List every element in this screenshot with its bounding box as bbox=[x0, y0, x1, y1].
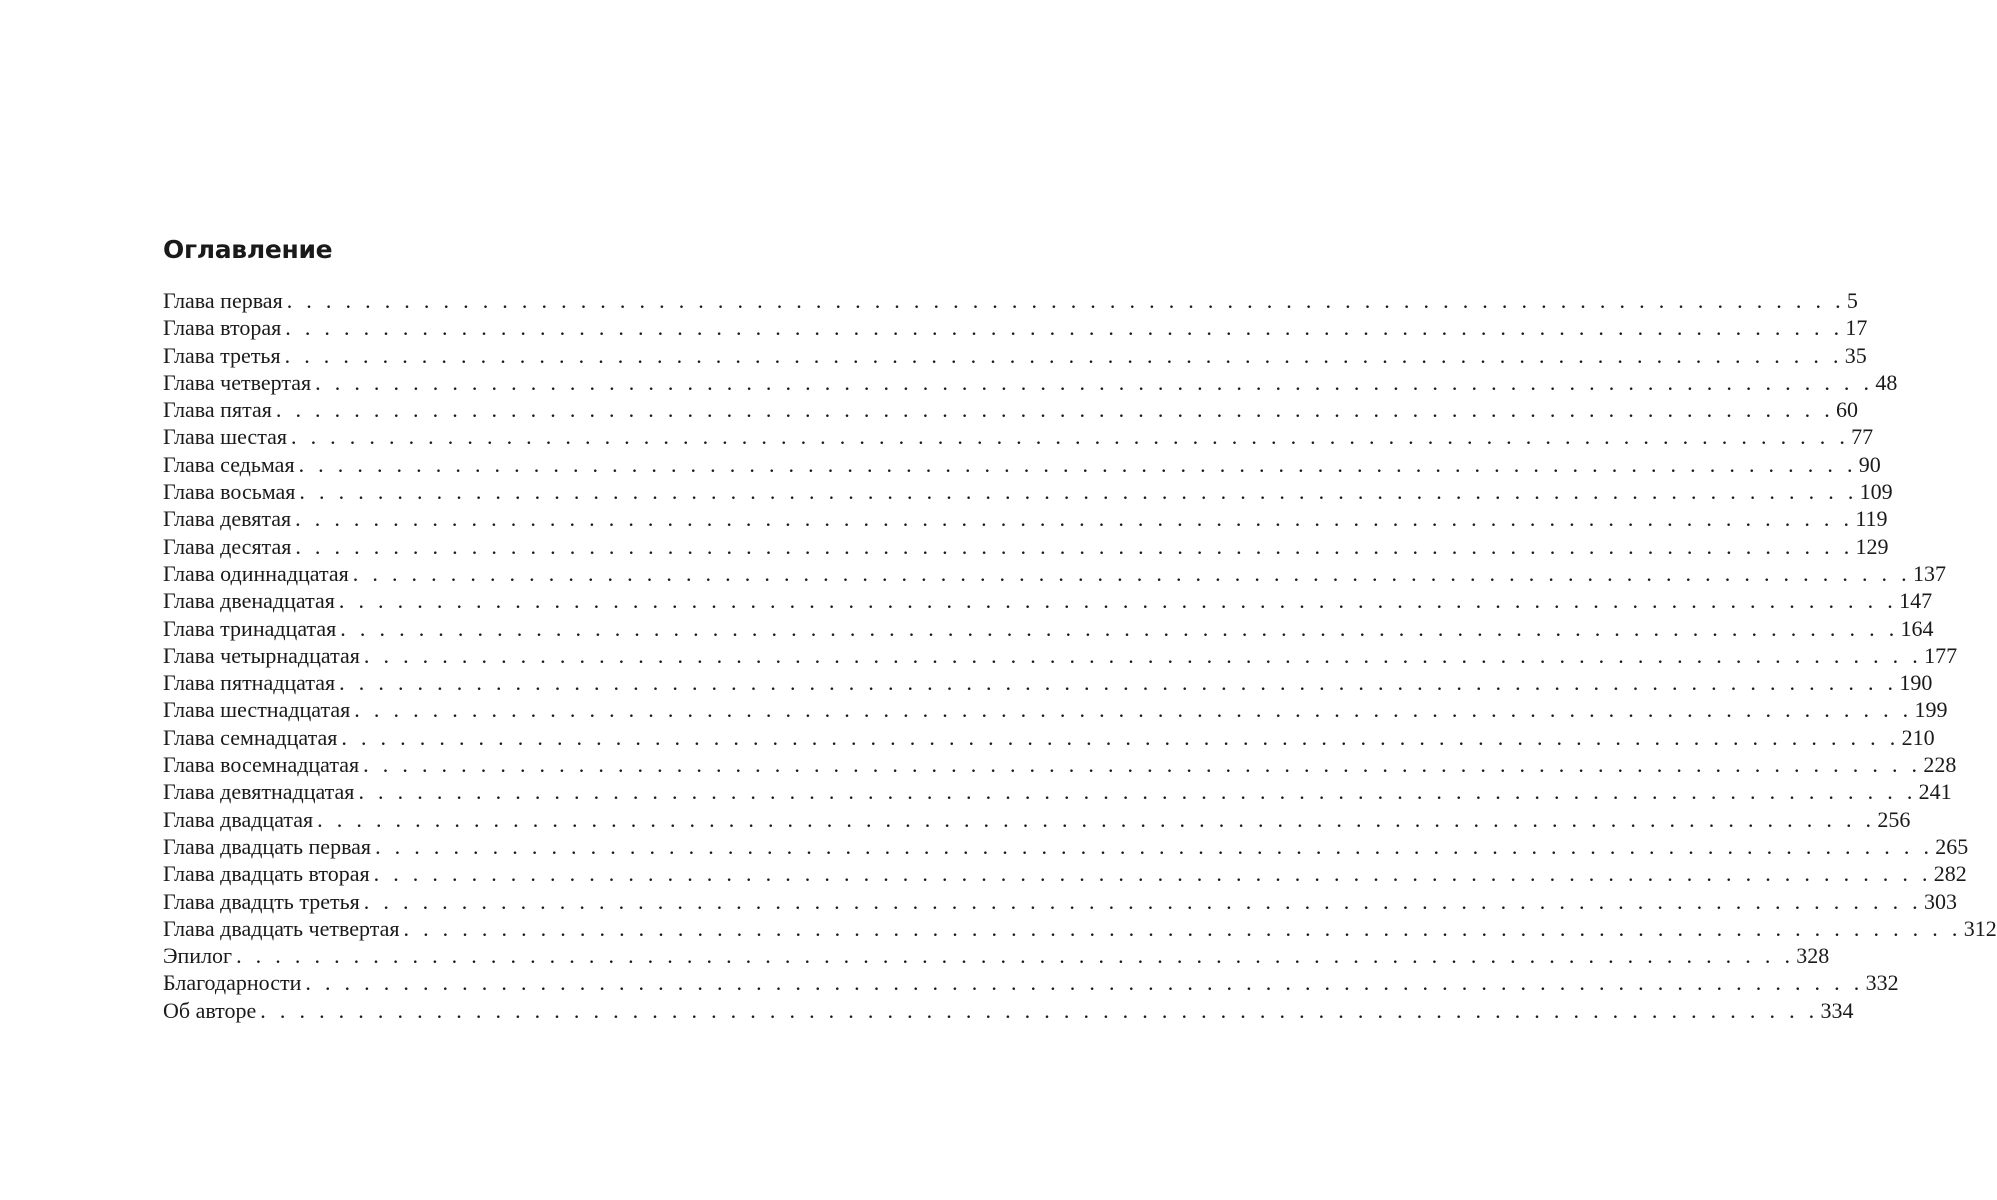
toc-entry-label: Глава вторая bbox=[163, 315, 282, 341]
toc-entry bbox=[163, 669, 1933, 696]
dot-leader: . . . . . . . . . . . . . . . . . . . . . . . . . . . . . . . . . . . . . . . . . . . . . . . . . . . . . . . . . . . . . . . . . . . . . . . . . . . . . . . . bbox=[299, 479, 1858, 505]
dot-leader: . . . . . . . . . . . . . . . . . . . . . . . . . . . . . . . . . . . . . . . . . . . . . . . . . . . . . . . . . . . . . . . . . . . . . . . . . . . . . . . . bbox=[339, 670, 1898, 696]
toc-entry bbox=[163, 806, 1911, 833]
dot-leader: . . . . . . . . . . . . . . . . . . . . . . . . . . . . . . . . . . . . . . . . . . . . . . . . . . . . . . . . . . . . . . . . . . . . . . . . . . . . . . . . bbox=[363, 752, 1922, 778]
toc-entry-page: 5 bbox=[1846, 288, 1858, 313]
toc-entry bbox=[163, 396, 1859, 423]
dot-leader: . . . . . . . . . . . . . . . . . . . . . . . . . . . . . . . . . . . . . . . . . . . . . . . . . . . . . . . . . . . . . . . . . . . . . . . . . . . . . . . . bbox=[236, 943, 1795, 969]
toc-entry bbox=[163, 833, 1969, 860]
dot-leader: . . . . . . . . . . . . . . . . . . . . . . . . . . . . . . . . . . . . . . . . . . . . . . . . . . . . . . . . . . . . . . . . . . . . . . . . . . . . . . . . bbox=[275, 397, 1835, 423]
toc-entry-label: Глава первая bbox=[163, 288, 283, 313]
toc-entry-page: 241 bbox=[1918, 779, 1952, 805]
toc-entry bbox=[163, 642, 1958, 669]
toc-entry-page: 119 bbox=[1855, 506, 1888, 532]
toc-entry-page: 147 bbox=[1899, 588, 1933, 614]
toc-entry bbox=[163, 478, 1893, 505]
toc-entry bbox=[163, 287, 1858, 314]
toc-entry bbox=[163, 423, 1874, 450]
toc-entry bbox=[163, 560, 1946, 587]
toc-entry bbox=[163, 587, 1933, 614]
toc-entry bbox=[163, 860, 1967, 887]
dot-leader: . . . . . . . . . . . . . . . . . . . . . . . . . . . . . . . . . . . . . . . . . . . . . . . . . . . . . . . . . . . . . . . . . . . . . . . . . . . . . . . . bbox=[295, 506, 1854, 532]
toc-entry bbox=[163, 915, 1997, 942]
toc-entry bbox=[163, 615, 1934, 642]
page-title: Оглавление bbox=[163, 235, 333, 264]
toc-entry-label: Глава шестнадцатая bbox=[163, 697, 351, 723]
toc-entry bbox=[163, 314, 1868, 341]
toc-entry-page: 48 bbox=[1875, 369, 1898, 395]
dot-leader: . . . . . . . . . . . . . . . . . . . . . . . . . . . . . . . . . . . . . . . . . . . . . . . . . . . . . . . . . . . . . . . . . . . . . . . . . . . . . . . . bbox=[340, 615, 1899, 641]
dot-leader: . . . . . . . . . . . . . . . . . . . . . . . . . . . . . . . . . . . . . . . . . . . . . . . . . . . . . . . . . . . . . . . . . . . . . . . . . . . . . . . . bbox=[315, 369, 1874, 395]
toc-entry bbox=[163, 888, 1957, 915]
toc-entry-label: Глава четвертая bbox=[163, 369, 312, 395]
toc-entry-page: 228 bbox=[1923, 752, 1957, 778]
toc-entry bbox=[163, 342, 1867, 369]
dot-leader: . . . . . . . . . . . . . . . . . . . . . . . . . . . . . . . . . . . . . . . . . . . . . . . . . . . . . . . . . . . . . . . . . . . . . . . . . . . . . . . . bbox=[260, 997, 1819, 1023]
dot-leader: . . . . . . . . . . . . . . . . . . . . . . . . . . . . . . . . . . . . . . . . . . . . . . . . . . . . . . . . . . . . . . . . . . . . . . . . . . . . . . . . bbox=[403, 915, 1962, 941]
toc-entry-label: Глава двадцать четвертая bbox=[163, 915, 400, 941]
dot-leader: . . . . . . . . . . . . . . . . . . . . . . . . . . . . . . . . . . . . . . . . . . . . . . . . . . . . . . . . . . . . . . . . . . . . . . . . . . . . . . . . bbox=[317, 806, 1876, 832]
toc-entry-page: 334 bbox=[1820, 997, 1854, 1023]
toc-entry-label: Глава семнадцатая bbox=[163, 724, 338, 750]
dot-leader: . . . . . . . . . . . . . . . . . . . . . . . . . . . . . . . . . . . . . . . . . . . . . . . . . . . . . . . . . . . . . . . . . . . . . . . . . . . . . . . . bbox=[373, 861, 1932, 887]
toc-entry-label: Глава двадцатая bbox=[163, 806, 314, 832]
table-of-contents bbox=[163, 232, 1997, 1024]
toc-entry-page: 90 bbox=[1858, 451, 1881, 477]
toc-entry-page: 332 bbox=[1865, 970, 1899, 996]
toc-entry bbox=[163, 997, 1854, 1024]
dot-leader: . . . . . . . . . . . . . . . . . . . . . . . . . . . . . . . . . . . . . . . . . . . . . . . . . . . . . . . . . . . . . . . . . . . . . . . . . . . . . . . . bbox=[341, 724, 1900, 750]
toc-entry-label: Глава двадцать первая bbox=[163, 833, 372, 859]
toc-entry bbox=[163, 942, 1830, 969]
dot-leader: . . . . . . . . . . . . . . . . . . . . . . . . . . . . . . . . . . . . . . . . . . . . . . . . . . . . . . . . . . . . . . . . . . . . . . . . . . . . . . . . bbox=[338, 588, 1898, 614]
toc-entry-page: 60 bbox=[1836, 397, 1859, 423]
toc-entry-page: 77 bbox=[1851, 424, 1874, 450]
toc-entry bbox=[163, 724, 1935, 751]
toc-entry-label: Глава одиннадцатая bbox=[163, 560, 349, 586]
toc-entry-label: Глава двенадцатая bbox=[163, 588, 335, 614]
toc-entry-label: Глава пятая bbox=[163, 397, 272, 423]
toc-entry-label: Глава шестая bbox=[163, 424, 287, 450]
toc-entry bbox=[163, 778, 1952, 805]
dot-leader: . . . . . . . . . . . . . . . . . . . . . . . . . . . . . . . . . . . . . . . . . . . . . . . . . . . . . . . . . . . . . . . . . . . . . . . . . . . . . . . . bbox=[363, 888, 1922, 914]
toc-entry-page: 328 bbox=[1796, 943, 1830, 969]
toc-entry-label: Глава двадцать вторая bbox=[163, 861, 370, 887]
toc-entry bbox=[163, 505, 1888, 532]
toc-entry bbox=[163, 751, 1957, 778]
toc-entry bbox=[163, 451, 1881, 478]
toc-entry-label: Глава восьмая bbox=[163, 479, 296, 505]
toc-entry-page: 312 bbox=[1963, 915, 1997, 941]
toc-entry-page: 256 bbox=[1877, 806, 1911, 832]
dot-leader: . . . . . . . . . . . . . . . . . . . . . . . . . . . . . . . . . . . . . . . . . . . . . . . . . . . . . . . . . . . . . . . . . . . . . . . . . . . . . . . . bbox=[290, 424, 1850, 450]
toc-entry-page: 164 bbox=[1900, 615, 1934, 641]
toc-entry-label: Глава девятая bbox=[163, 506, 292, 532]
toc-entry-page: 210 bbox=[1901, 724, 1935, 750]
toc-entry bbox=[163, 533, 1889, 560]
toc-entry-page: 35 bbox=[1844, 342, 1867, 368]
toc-entry-label: Глава девятнадцатая bbox=[163, 779, 355, 805]
toc-entry-page: 109 bbox=[1859, 479, 1893, 505]
toc-entry-label: Глава пятнадцатая bbox=[163, 670, 336, 696]
dot-leader: . . . . . . . . . . . . . . . . . . . . . . . . . . . . . . . . . . . . . . . . . . . . . . . . . . . . . . . . . . . . . . . . . . . . . . . . . . . . . . . . bbox=[298, 451, 1857, 477]
toc-entry-page: 129 bbox=[1855, 533, 1889, 559]
toc-entry-page: 199 bbox=[1914, 697, 1948, 723]
toc-entry-page: 137 bbox=[1912, 560, 1946, 586]
toc-entry-page: 303 bbox=[1923, 888, 1957, 914]
toc-entry-page: 190 bbox=[1899, 670, 1933, 696]
dot-leader: . . . . . . . . . . . . . . . . . . . . . . . . . . . . . . . . . . . . . . . . . . . . . . . . . . . . . . . . . . . . . . . . . . . . . . . . . . . . . . . . bbox=[305, 970, 1864, 996]
toc-entry-page: 177 bbox=[1924, 642, 1958, 668]
dot-leader: . . . . . . . . . . . . . . . . . . . . . . . . . . . . . . . . . . . . . . . . . . . . . . . . . . . . . . . . . . . . . . . . . . . . . . . . . . . . . . . . bbox=[358, 779, 1917, 805]
dot-leader: . . . . . . . . . . . . . . . . . . . . . . . . . . . . . . . . . . . . . . . . . . . . . . . . . . . . . . . . . . . . . . . . . . . . . . . . . . . . . . . . bbox=[363, 642, 1923, 668]
toc-entry-page: 17 bbox=[1845, 315, 1868, 341]
toc-entry-label: Эпилог bbox=[163, 943, 233, 969]
dot-leader: . . . . . . . . . . . . . . . . . . . . . . . . . . . . . . . . . . . . . . . . . . . . . . . . . . . . . . . . . . . . . . . . . . . . . . . . . . . . . . . . bbox=[285, 315, 1844, 341]
toc-entry-page: 282 bbox=[1933, 861, 1967, 887]
dot-leader: . . . . . . . . . . . . . . . . . . . . . . . . . . . . . . . . . . . . . . . . . . . . . . . . . . . . . . . . . . . . . . . . . . . . . . . . . . . . . . . . bbox=[354, 697, 1913, 723]
dot-leader: . . . . . . . . . . . . . . . . . . . . . . . . . . . . . . . . . . . . . . . . . . . . . . . . . . . . . . . . . . . . . . . . . . . . . . . . . . . . . . . . bbox=[295, 533, 1854, 559]
dot-leader: . . . . . . . . . . . . . . . . . . . . . . . . . . . . . . . . . . . . . . . . . . . . . . . . . . . . . . . . . . . . . . . . . . . . . . . . . . . . . . . . bbox=[286, 288, 1845, 313]
toc-entry-label: Глава третья bbox=[163, 342, 281, 368]
toc-entry-label: Глава седьмая bbox=[163, 451, 295, 477]
dot-leader: . . . . . . . . . . . . . . . . . . . . . . . . . . . . . . . . . . . . . . . . . . . . . . . . . . . . . . . . . . . . . . . . . . . . . . . . . . . . . . . . bbox=[375, 833, 1934, 859]
toc-entry-label: Глава четырнадцатая bbox=[163, 642, 360, 668]
toc-entry-label: Глава тринадцатая bbox=[163, 615, 337, 641]
toc-entry bbox=[163, 696, 1948, 723]
toc-entry-label: Глава двадцть третья bbox=[163, 888, 360, 914]
toc-list bbox=[163, 287, 1997, 1024]
toc-entry-label: Об авторе bbox=[163, 997, 257, 1023]
toc-entry-page: 265 bbox=[1935, 833, 1969, 859]
dot-leader: . . . . . . . . . . . . . . . . . . . . . . . . . . . . . . . . . . . . . . . . . . . . . . . . . . . . . . . . . . . . . . . . . . . . . . . . . . . . . . . . bbox=[284, 342, 1843, 368]
toc-entry-label: Глава десятая bbox=[163, 533, 292, 559]
toc-entry-label: Благодарности bbox=[163, 970, 302, 996]
toc-entry bbox=[163, 369, 1898, 396]
toc-entry-label: Глава восемнадцатая bbox=[163, 752, 360, 778]
dot-leader: . . . . . . . . . . . . . . . . . . . . . . . . . . . . . . . . . . . . . . . . . . . . . . . . . . . . . . . . . . . . . . . . . . . . . . . . . . . . . . . . bbox=[352, 560, 1911, 586]
toc-entry bbox=[163, 969, 1899, 996]
